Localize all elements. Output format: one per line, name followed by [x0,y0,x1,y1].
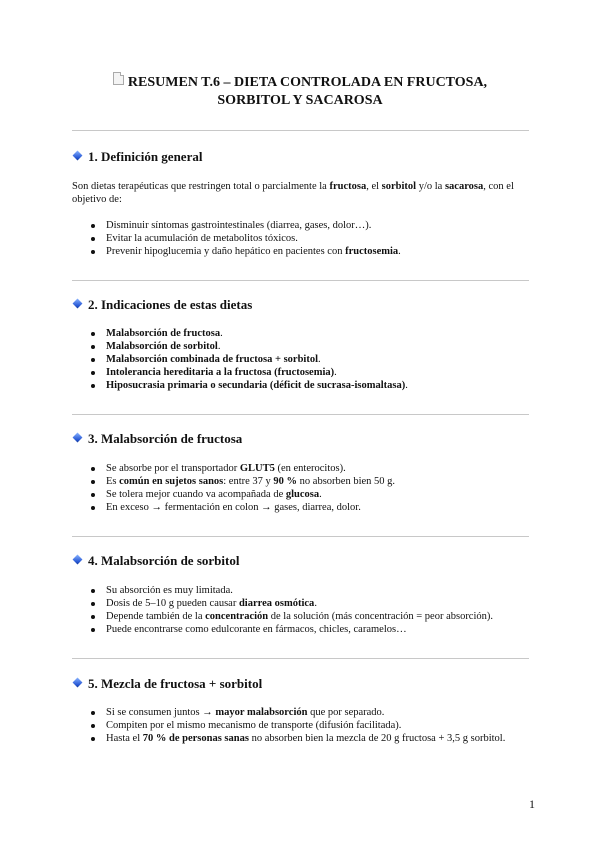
list-item: Su absorción es muy limitada. [72,584,527,597]
list-item: Hiposucrasia primaria o secundaria (déficit de sucrasa-isomaltasa). [72,379,527,392]
divider [72,414,529,415]
page-number: 1 [529,797,535,811]
title-line-1: RESUMEN T.6 – DIETA CONTROLADA EN FRUCTOSA, [127,75,488,90]
list-item: En exceso → fermentación en colon → gases, diarrea, dolor. [72,501,527,514]
section-2-list [72,327,527,392]
list-item: Puede encontrarse como edulcorante en fármacos, chicles, caramelos… [72,623,527,636]
document-title [70,72,530,110]
section-2-heading: 2. Indicaciones de estas dietas [72,297,529,313]
divider [72,658,529,659]
section-3-list [72,462,527,514]
list-item: Malabsorción combinada de fructosa + sorbitol. [72,353,527,366]
document-icon [113,72,124,85]
section-5-heading: 5. Mezcla de fructosa + sorbitol [72,676,529,692]
divider [72,280,529,281]
list-item: Compiten por el mismo mecanismo de transporte (difusión facilitada). [72,719,527,732]
list-item: Malabsorción de fructosa. [72,327,527,340]
section-1-heading: 1. Definición general [72,149,529,165]
section-5-list [72,706,527,745]
list-item: Dosis de 5–10 g pueden causar diarrea osmótica. [72,597,527,610]
section-4-heading: 4. Malabsorción de sorbitol [72,553,529,569]
diamond-bullet-icon [73,555,83,565]
list-item: Es común en sujetos sanos: entre 37 y 90 % no absorben bien 50 g. [72,475,527,488]
section-4-list [72,584,527,636]
list-item: Hasta el 70 % de personas sanas no absorben bien la mezcla de 20 g fructosa + 3,5 g sorbitol. [72,732,527,745]
section-3-heading: 3. Malabsorción de fructosa [72,431,529,447]
divider [72,536,529,537]
list-item: Depende también de la concentración de la solución (más concentración = peor absorción). [72,610,527,623]
list-item: Malabsorción de sorbitol. [72,340,527,353]
section-1-intro: Son dietas terapéuticas que restringen total o parcialmente la fructosa, el sorbitol y/o la sacarosa, con el objetivo de: [72,181,514,205]
list-item: Evitar la acumulación de metabolitos tóxicos. [72,232,527,245]
diamond-bullet-icon [73,678,83,688]
list-item: Se absorbe por el transportador GLUT5 (en enterocitos). [72,462,527,475]
list-item: Se tolera mejor cuando va acompañada de glucosa. [72,488,527,501]
divider [72,130,529,131]
diamond-bullet-icon [73,433,83,443]
title-line-2: SORBITOL Y SACAROSA [217,93,383,108]
diamond-bullet-icon [73,151,83,161]
section-1-list [72,219,527,258]
list-item: Si se consumen juntos → mayor malabsorción que por separado. [72,706,527,719]
list-item: Intolerancia hereditaria a la fructosa (fructosemia). [72,366,527,379]
list-item: Disminuir síntomas gastrointestinales (diarrea, gases, dolor…). [72,219,527,232]
list-item: Prevenir hipoglucemia y daño hepático en pacientes con fructosemia. [72,245,527,258]
diamond-bullet-icon [73,299,83,309]
